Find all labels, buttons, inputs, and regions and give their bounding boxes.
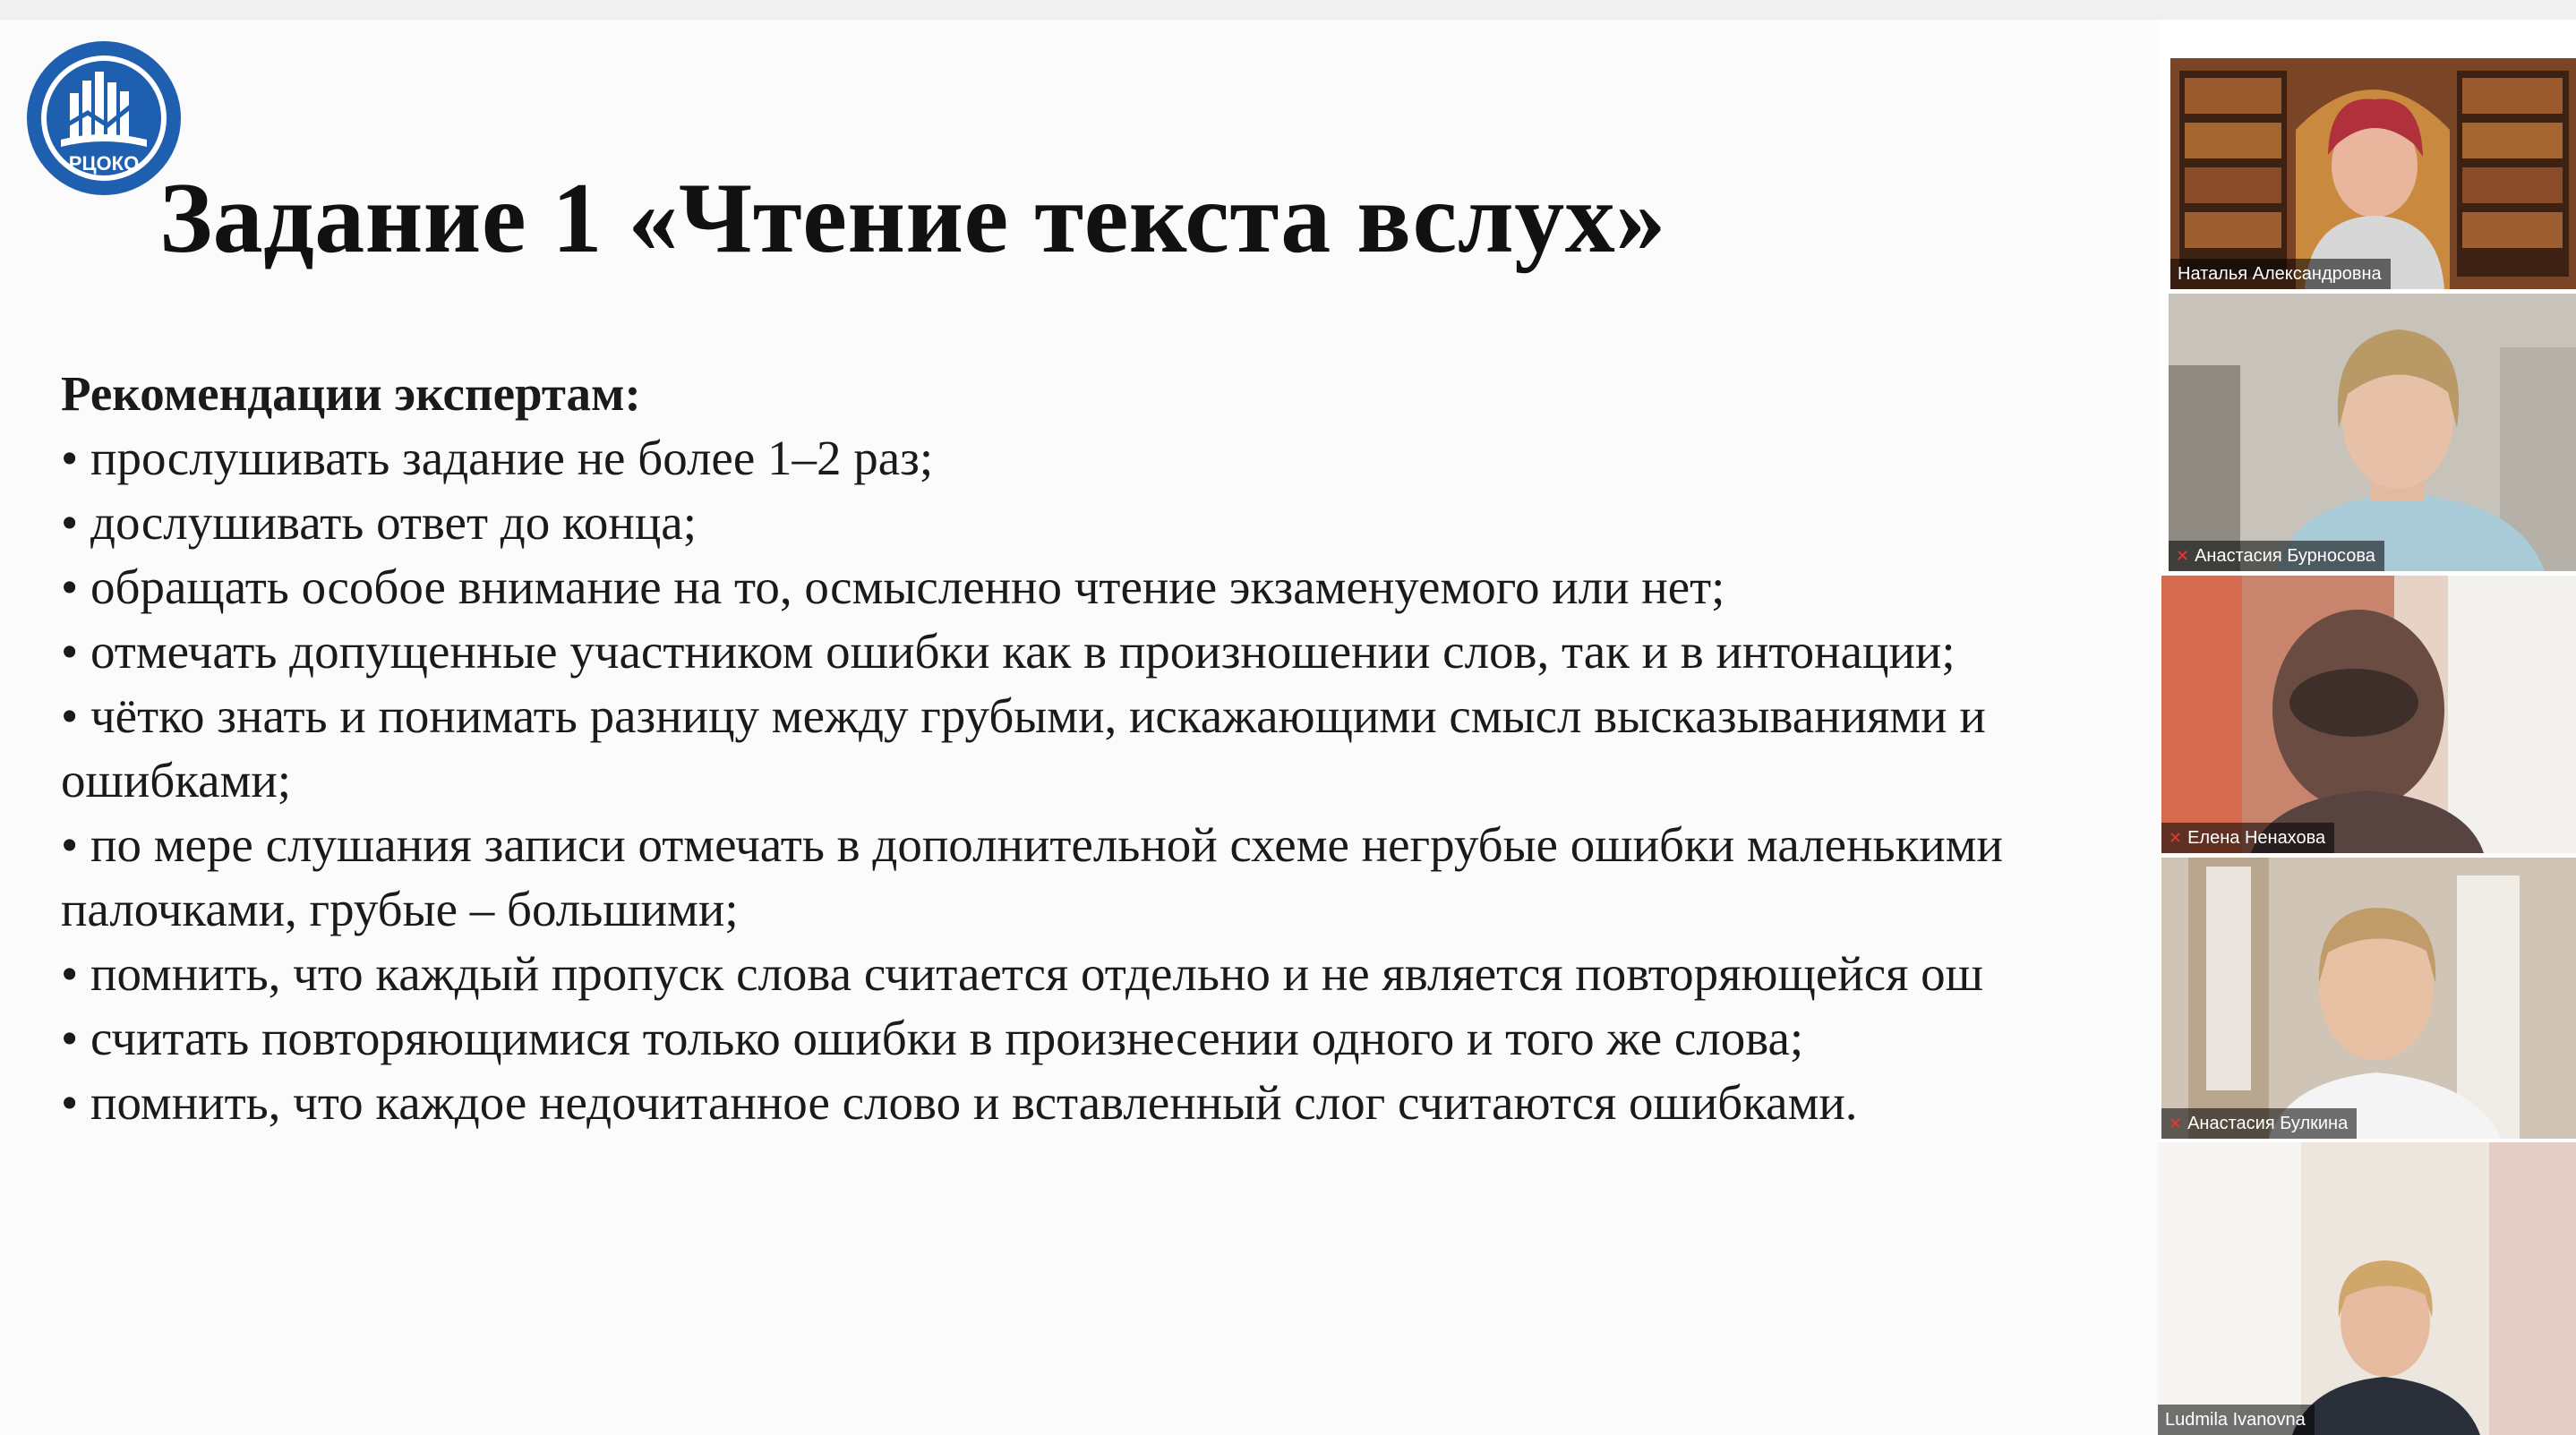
participant-video-strip (2152, 54, 2576, 1435)
top-strip (0, 0, 2576, 20)
bullet-line: • чётко знать и понимать разницу между грубыми, искажающими смысл высказываниями и (61, 688, 1986, 743)
bullet-line: • считать повторяющимися только ошибки в произнесении одного и того же слова; (61, 1011, 1804, 1065)
participant-tile-3[interactable] (2161, 576, 2576, 853)
slide-title: Задание 1 «Чтение текста вслух» (159, 163, 1666, 274)
bullet-line: ошибками; (61, 753, 292, 807)
participant-tile-5[interactable] (2158, 1142, 2576, 1435)
bullet-line: • помнить, что каждый пропуск слова считается отдельно и не является повторяющейся ош (61, 946, 1984, 1001)
slide-content (61, 362, 2156, 1135)
bullet-line: • прослушивать задание не более 1–2 раз; (61, 431, 934, 485)
mic-muted-icon: ✕ (2176, 547, 2190, 565)
bullet-line: • обращать особое внимание на то, осмысленно чтение экзаменуемого или нет; (61, 559, 1725, 614)
participant-name: ✕ Анастасия Булкина (2161, 1108, 2357, 1139)
participant-tile-2[interactable] (2169, 294, 2576, 571)
bullet-line: палочками, грубые – большими; (61, 882, 739, 936)
participant-tile-4[interactable] (2161, 858, 2576, 1139)
logo-text: РЦОКО (68, 152, 140, 175)
participant-name: Наталья Александровна (2170, 259, 2391, 289)
library-background (2170, 58, 2576, 289)
bullet-line: • дослушивать ответ до конца; (61, 495, 697, 550)
bullet-line: • отмечать допущенные участником ошибки как в произношении слов, так и в интонации; (61, 624, 1956, 679)
participant-tile-1[interactable] (2170, 58, 2576, 289)
participant-name: ✕ Елена Ненахова (2161, 823, 2334, 853)
light-room-background (2158, 1142, 2576, 1435)
mic-muted-icon: ✕ (2169, 829, 2183, 847)
bright-window-background (2161, 576, 2576, 853)
recommendations-heading: Рекомендации экспертам: (61, 366, 641, 421)
participant-name: Ludmila Ivanovna (2158, 1405, 2315, 1435)
bullet-line: • по мере слушания записи отмечать в дополнительной схеме негрубые ошибки маленькими (61, 817, 2003, 872)
shared-slide (0, 20, 2160, 1435)
mic-muted-icon: ✕ (2169, 1115, 2183, 1132)
apartment-background (2161, 858, 2576, 1139)
bullet-line: • помнить, что каждое недочитанное слово и вставленный слог считаются ошибками. (61, 1075, 1858, 1130)
room-background (2169, 294, 2576, 571)
participant-name: ✕ Анастасия Бурносова (2169, 541, 2384, 571)
